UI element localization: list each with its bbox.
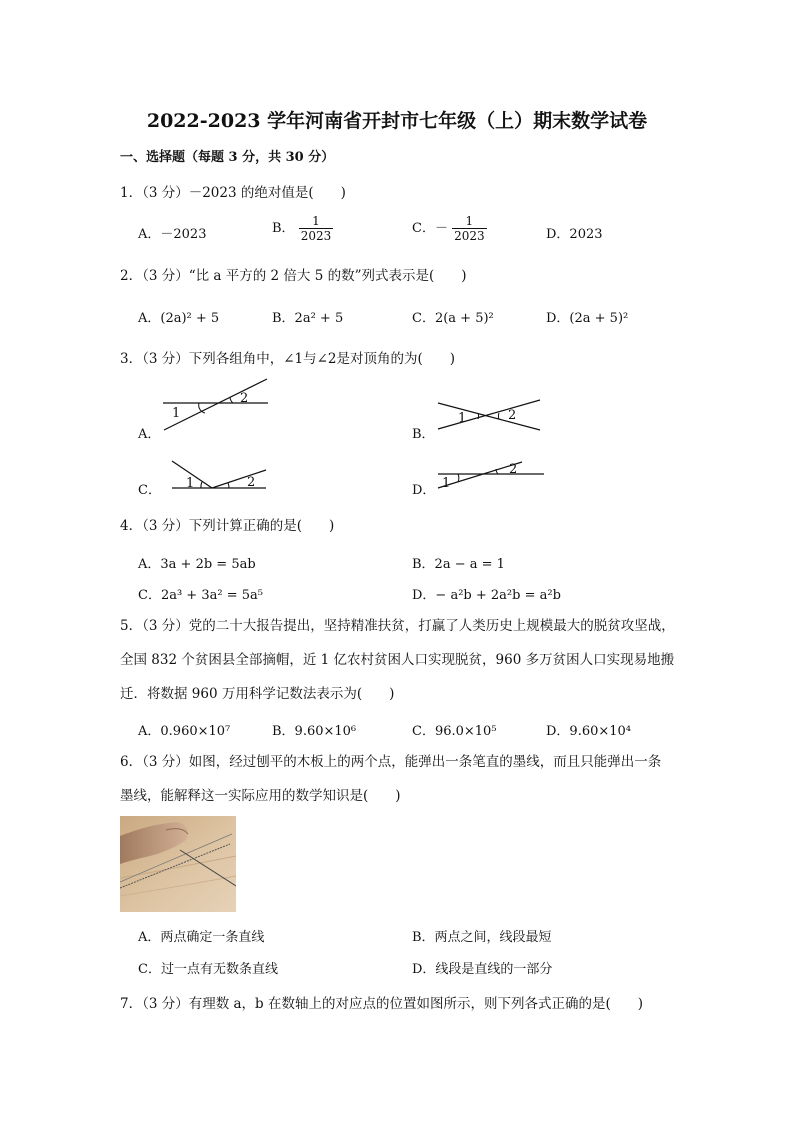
- question-4-option-a: A．3a + 2b = 5ab: [138, 557, 256, 572]
- question-1-stem: 1．（3 分）－2023 的绝对值是( ): [120, 185, 346, 201]
- question-5-line-2: 全国 832 个贫困县全部摘帽，近 1 亿农村贫困人口实现脱贫，960 多万贫困人口实现易地搬: [120, 652, 675, 668]
- angle-figure-b: [436, 398, 542, 434]
- angle-2-label: 2: [508, 408, 517, 423]
- question-5-option-d: D．9.60×10⁴: [546, 724, 632, 739]
- question-3-option-a: A．: [138, 427, 161, 442]
- question-6-line-2: 墨线，能解释这一实际应用的数学知识是( ): [120, 788, 401, 804]
- fraction: [452, 214, 487, 243]
- question-6-line-1: 6．（3 分）如图，经过刨平的木板上的两个点，能弹出一条笔直的墨线，而且只能弹出一条: [120, 754, 662, 770]
- question-4-option-b: B．2a − a = 1: [412, 557, 505, 572]
- angle-figure-d: [436, 458, 546, 490]
- angle-1-label: 1: [186, 476, 195, 491]
- angle-2-label: 2: [509, 462, 518, 477]
- angle-1-label: 1: [442, 476, 451, 491]
- question-5-option-a: A．0.960×10⁷: [138, 724, 231, 739]
- question-5-line-3: 迁．将数据 960 万用科学记数法表示为( ): [120, 686, 395, 702]
- question-1-option-a: A．－2023: [138, 227, 207, 242]
- chalk-line-photo: [120, 816, 236, 912]
- option-label: B．: [272, 221, 295, 236]
- question-3-option-d: D．: [412, 483, 436, 498]
- question-2-option-d: D．(2a + 5)²: [546, 311, 629, 326]
- question-6-option-c: C．过一点有无数条直线: [138, 962, 278, 977]
- question-7-stem: 7．（3 分）有理数 a，b 在数轴上的对应点的位置如图所示，则下列各式正确的是( ): [120, 996, 644, 1012]
- angle-1-label: 1: [172, 406, 181, 421]
- page-title: 2022-2023 学年河南省开封市七年级（上）期末数学试卷: [146, 110, 648, 132]
- numerator: 1: [452, 214, 487, 229]
- angle-figure-c: [166, 458, 270, 492]
- denominator: 2023: [454, 229, 485, 243]
- question-1-option-b: [272, 214, 333, 243]
- question-3-option-b: B．: [412, 427, 435, 442]
- question-5-line-1: 5．（3 分）党的二十大报告提出，坚持精准扶贫，打赢了人类历史上规模最大的脱贫攻坚战，: [120, 618, 675, 634]
- question-4-stem: 4．（3 分）下列计算正确的是( ): [120, 518, 335, 534]
- angle-2-label: 2: [247, 475, 256, 490]
- question-4-option-d: D．− a²b + 2a²b = a²b: [412, 588, 561, 603]
- question-1-option-d: D．2023: [546, 227, 603, 242]
- question-2-stem: 2．（3 分）“比 a 平方的 2 倍大 5 的数”列式表示是( ): [120, 268, 467, 284]
- angle-2-label: 2: [240, 391, 249, 406]
- question-2-option-a: A．(2a)² + 5: [138, 311, 220, 326]
- question-1-option-c: [412, 214, 487, 243]
- question-6-option-a: A．两点确定一条直线: [138, 930, 265, 945]
- fraction: [299, 214, 334, 243]
- angle-1-label: 1: [458, 411, 467, 426]
- question-3-option-c: C．: [138, 483, 161, 498]
- question-2-option-c: C．2(a + 5)²: [412, 311, 494, 326]
- angle-figure-a: [160, 376, 272, 432]
- question-3-stem: 3．（3 分）下列各组角中，∠1与∠2是对顶角的为( ): [120, 351, 456, 367]
- denominator: 2023: [300, 229, 332, 243]
- question-2-option-b: B．2a² + 5: [272, 311, 344, 326]
- question-5-option-b: B．9.60×10⁶: [272, 724, 357, 739]
- section-heading: 一、选择题（每题 3 分，共 30 分）: [120, 150, 335, 165]
- option-label: C．－: [412, 221, 448, 236]
- numerator: 1: [299, 214, 334, 229]
- question-5-option-c: C．96.0×10⁵: [412, 724, 497, 739]
- question-6-option-b: B．两点之间，线段最短: [412, 930, 552, 945]
- question-4-option-c: C．2a³ + 3a² = 5a⁵: [138, 588, 263, 603]
- question-6-option-d: D．线段是直线的一部分: [412, 962, 553, 977]
